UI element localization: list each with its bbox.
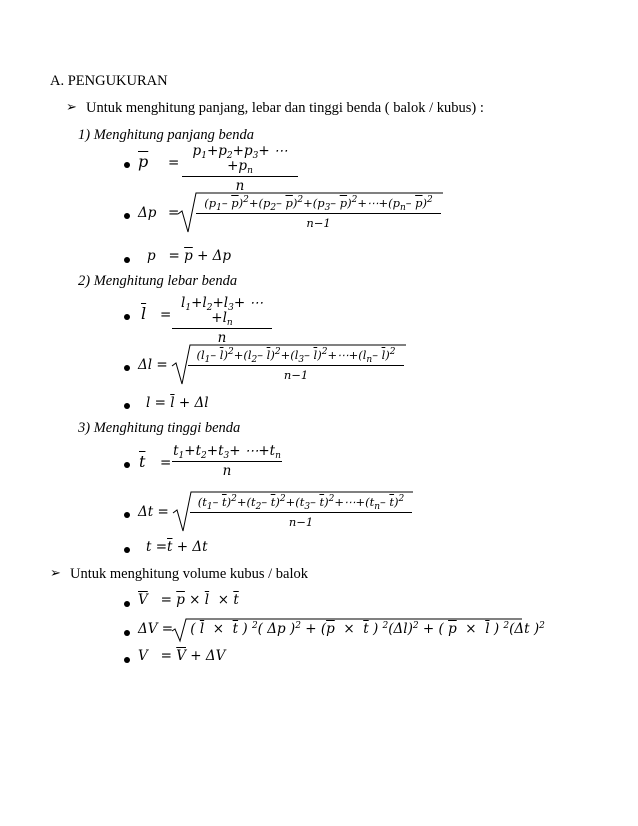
mean-p-fraction: $p_1+p_2+p_3+$ $\cdots+p_n$ n [182, 144, 298, 194]
heading-volume: Untuk menghitung volume kubus / balok [70, 566, 309, 582]
equals-sign: = [160, 455, 172, 471]
bullet-icon [124, 403, 130, 409]
arrow-bullet-icon: ➢ [50, 566, 61, 581]
delta-t-fraction: ($t_1-$ $\overline{t})^2+(t_2-$ $\overline{t})^2+(t_3-$ $\overline{t})^2+\cdots+(t_n-$ $\overline{t})^2$ n−1 [190, 495, 412, 530]
mean-l-fraction: $l_1+l_2+l_3+$ $\cdots+l_n$ n [172, 296, 272, 346]
mean-t-symbol: $\overline{t}$ [139, 452, 146, 471]
bullet-icon [124, 365, 130, 371]
delta-l-fraction: ($l_1-$ $\overline{l})^2+(l_2-$ $\overline{l})^2+(l_3-$ $\overline{l})^2+\cdots+(l_n-$ $\overline{l})^2$ n−1 [188, 348, 404, 383]
bullet-icon [124, 547, 130, 553]
equals-sign: = [168, 205, 180, 221]
bullet-icon [124, 512, 130, 518]
delta-p-fraction: ($p_1-$ $\overline{p})^2+(p_2-$ $\overline{p})^2+(p_3-$ $\overline{p})^2+\cdots+(p_n-$ $\overline{p})^2$ n−1 [196, 196, 441, 231]
section-title: A. PENGUKURAN [50, 73, 168, 89]
result-t: $t =\overline{t} + \Delta t$ [146, 539, 208, 555]
result-volume: $V = \overline{V} + \Delta V$ [138, 648, 226, 664]
bullet-icon [124, 601, 130, 607]
delta-l-symbol: Δl = [138, 357, 168, 373]
delta-volume: ΔV = ( $\overline{l} \times \overline{t}$ ) $^2$( Δp )$^2 + (\overline{p} \times \overline{t}$ ) $^2(\Delta l)^2$ + ( $\overline{p} \times \overline{l}$ ) $^2$(Δt )$^2$ [138, 621, 545, 637]
mean-volume: $\overline{V} = \overline{p} \times \overline{l} \times \overline{t}$ [138, 592, 239, 608]
bullet-icon [124, 162, 130, 168]
arrow-bullet-icon: ➢ [66, 100, 77, 115]
equals-sign: = [168, 155, 180, 171]
heading-tinggi: 3) Menghitung tinggi benda [78, 420, 241, 436]
bullet-icon [124, 462, 130, 468]
bullet-icon [124, 257, 130, 263]
result-p: $p = \overline{p} + \Delta p$ [147, 248, 232, 264]
bullet-icon [124, 213, 130, 219]
heading-lebar: 2) Menghitung lebar benda [78, 273, 238, 289]
delta-t-symbol: Δt = [138, 504, 169, 520]
heading-panjang: 1) Menghitung panjang benda [78, 127, 254, 143]
mean-t-fraction: $t_1+t_2+t_3+$ $\cdots+t_n$ n [173, 443, 281, 479]
delta-p-symbol: Δp [138, 205, 157, 221]
intro-text: Untuk menghitung panjang, lebar dan tinggi benda ( balok / kubus) : [86, 100, 484, 116]
mean-p-symbol: $\overline{p}$ [138, 152, 149, 171]
bullet-icon [124, 657, 130, 663]
bullet-icon [124, 314, 130, 320]
equals-sign: = [160, 307, 172, 323]
bullet-icon [124, 630, 130, 636]
result-l: $l = \overline{l} + \Delta l$ [146, 395, 209, 411]
mean-l-symbol: $\overline{l}$ [141, 304, 147, 323]
